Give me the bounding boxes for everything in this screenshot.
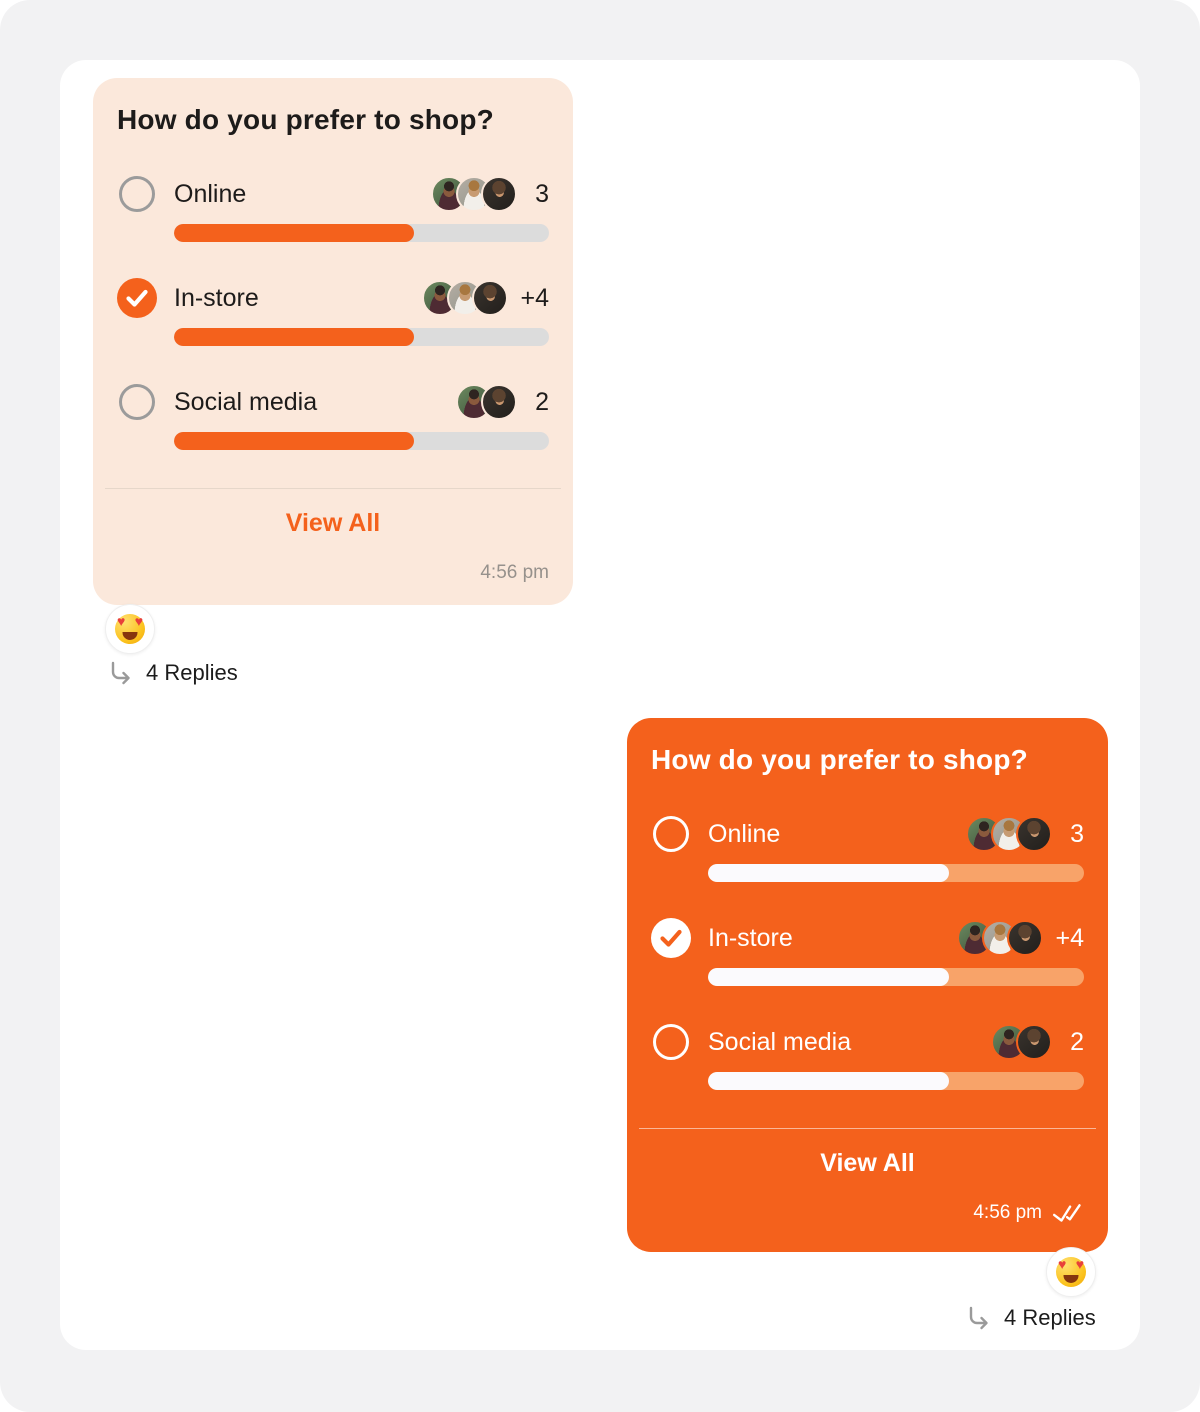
radio-unselected-icon[interactable]: [653, 1024, 689, 1060]
poll-option-online: [117, 174, 549, 242]
woman-brown-hair-avatar: [1007, 920, 1043, 956]
replies-link[interactable]: [966, 1305, 1096, 1331]
voter-avatars[interactable]: [456, 384, 517, 420]
progress-track: [708, 1072, 1084, 1090]
voter-avatars[interactable]: [431, 176, 517, 212]
divider: [639, 1128, 1096, 1129]
vote-count: 2: [535, 387, 549, 416]
option-label[interactable]: Online: [708, 820, 781, 848]
radio-unselected-icon[interactable]: [119, 176, 155, 212]
emoji-mouth: [1064, 1275, 1079, 1283]
radio-unselected-icon[interactable]: [653, 816, 689, 852]
reaction-bubble[interactable]: [1046, 1247, 1096, 1297]
progress-fill: [708, 1072, 949, 1090]
divider: [105, 488, 561, 489]
reply-arrow-icon: [966, 1305, 992, 1331]
poll-option-social-media: [117, 382, 549, 450]
poll-option-in-store: [651, 918, 1084, 986]
poll-option-in-store: [117, 278, 549, 346]
voter-avatars[interactable]: [966, 816, 1052, 852]
outgoing-poll-bubble: [627, 718, 1108, 1252]
radio-unselected-icon[interactable]: [119, 384, 155, 420]
option-label[interactable]: Social media: [174, 388, 318, 416]
heart-eyes-emoji-icon: [1056, 1257, 1086, 1287]
replies-label: 4 Replies: [1004, 1305, 1096, 1330]
woman-brown-hair-avatar: [472, 280, 508, 316]
vote-count: 3: [535, 179, 549, 208]
reaction-bubble[interactable]: [105, 604, 155, 654]
vote-count: 2: [1070, 1027, 1084, 1056]
progress-fill: [174, 432, 414, 450]
option-label[interactable]: In-store: [174, 284, 259, 312]
vote-count: +4: [1055, 923, 1084, 952]
progress-track: [174, 328, 549, 346]
voter-avatars[interactable]: [422, 280, 508, 316]
heart-eye-icon: ♥: [1058, 1256, 1067, 1272]
heart-eye-icon: ♥: [134, 613, 143, 629]
timestamp: 4:56 pm: [480, 562, 549, 583]
view-all-button[interactable]: View All: [285, 509, 381, 537]
progress-fill: [708, 864, 949, 882]
progress-track: [174, 224, 549, 242]
woman-brown-hair-avatar: [1016, 816, 1052, 852]
view-all-button[interactable]: View All: [820, 1149, 915, 1177]
woman-brown-hair-avatar: [1016, 1024, 1052, 1060]
chat-panel: [60, 60, 1140, 1350]
poll-question: How do you prefer to shop?: [117, 104, 494, 135]
replies-label: 4 Replies: [146, 660, 238, 685]
poll-option-online: [651, 814, 1084, 882]
heart-eye-icon: ♥: [1075, 1256, 1084, 1272]
option-label[interactable]: In-store: [708, 924, 793, 952]
voter-avatars[interactable]: [991, 1024, 1052, 1060]
poll-option-social-media: [651, 1022, 1084, 1090]
progress-track: [708, 968, 1084, 986]
heart-eyes-emoji-icon: [115, 614, 145, 644]
heart-eye-icon: ♥: [117, 613, 126, 629]
double-check-read-icon: [1051, 1200, 1086, 1226]
progress-track: [708, 864, 1084, 882]
reply-arrow-icon: [108, 660, 134, 686]
woman-brown-hair-avatar: [481, 384, 517, 420]
option-label[interactable]: Social media: [708, 1028, 852, 1056]
voter-avatars[interactable]: [957, 920, 1043, 956]
incoming-poll-bubble: [93, 78, 573, 605]
progress-fill: [708, 968, 949, 986]
option-label[interactable]: Online: [174, 180, 247, 208]
progress-track: [174, 432, 549, 450]
vote-count: 3: [1070, 819, 1084, 848]
timestamp: 4:56 pm: [973, 1202, 1042, 1223]
vote-count: +4: [520, 283, 549, 312]
progress-fill: [174, 224, 414, 242]
emoji-mouth: [123, 632, 138, 640]
progress-fill: [174, 328, 414, 346]
replies-link[interactable]: [108, 660, 238, 686]
woman-brown-hair-avatar: [481, 176, 517, 212]
radio-selected-icon[interactable]: [651, 918, 691, 958]
radio-selected-icon[interactable]: [117, 278, 157, 318]
poll-question: How do you prefer to shop?: [651, 744, 1028, 775]
